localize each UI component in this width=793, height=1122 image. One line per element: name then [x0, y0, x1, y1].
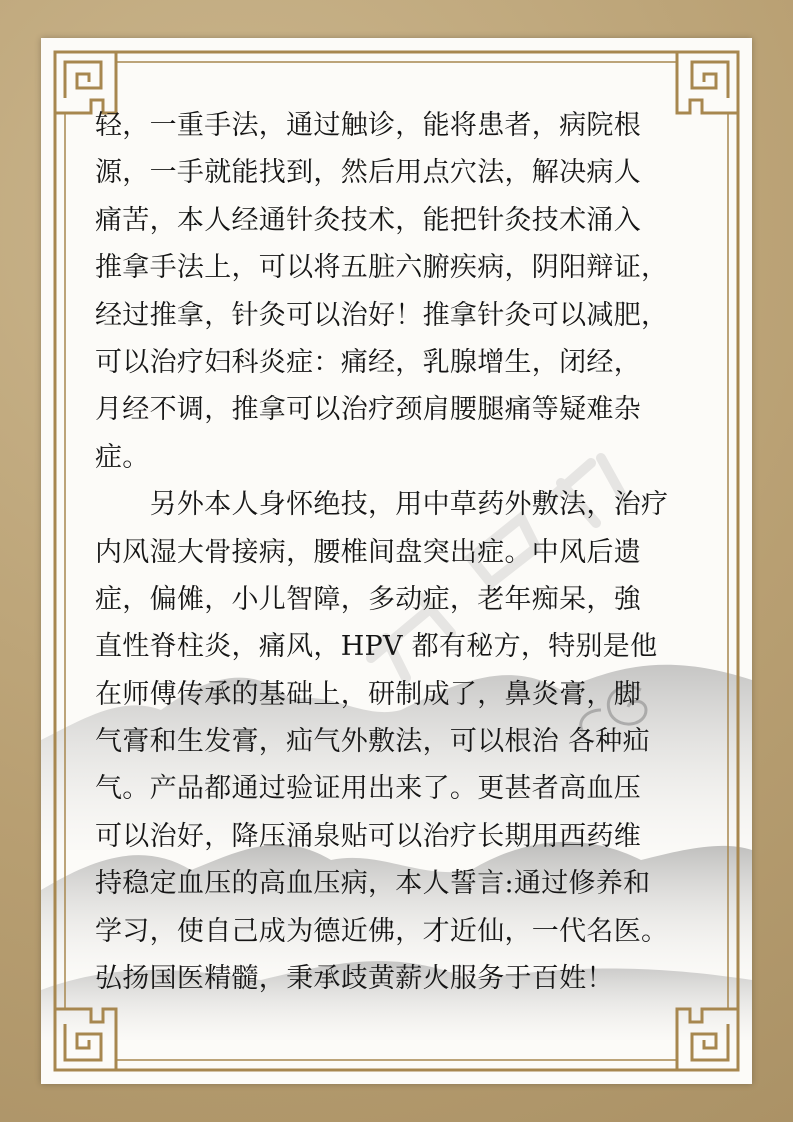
text-line-12: 直性脊柱炎，痛风，HPV 都有秘方，特别是他: [95, 631, 658, 663]
text-line-5: 经过推拿，针灸可以治好！推拿针灸可以减肥，: [95, 299, 669, 331]
text-line-1: 轻，一重手法，通过触诊，能将患者，病院根: [95, 110, 641, 141]
body-text: [95, 102, 703, 1002]
text-line-14: 气膏和生发膏，疝气外敷法，可以根治 各种疝: [95, 726, 650, 758]
text-line-15: 气。产品都通过验证用出来了。更甚者高血压: [95, 773, 641, 805]
text-line-3: 痛苦，本人经通针灸技术，能把针灸技术涌入: [95, 204, 641, 236]
text-line-4: 推拿手法上，可以将五脏六腑疾病，阴阳辩证，: [95, 252, 669, 284]
text-line-9: 另外本人身怀绝技，用中草药外敷法，治疗: [95, 489, 669, 521]
text-line-13: 在师傅传承的基础上，研制成了，鼻炎膏，脚: [95, 678, 641, 710]
text-line-17: 持稳定血压的高血压病，本人誓言:通过修养和: [95, 868, 651, 900]
text-line-18: 学习，使自己成为德近佛，才近仙，一代名医。: [95, 915, 669, 947]
text-line-8: 症。: [95, 441, 150, 473]
text-line-7: 月经不调，推拿可以治疗颈肩腰腿痛等疑难杂: [95, 394, 641, 426]
text-line-10: 内风湿大骨接病，腰椎间盘突出症。中风后遗: [95, 536, 641, 568]
text-line-19: 弘扬国医精髓，秉承歧黄薪火服务于百姓！: [95, 963, 614, 995]
text-line-2: 源，一手就能找到，然后用点穴法，解决病人: [95, 157, 641, 189]
text-line-16: 可以治好，降压涌泉贴可以治疗长期用西药维: [95, 820, 641, 852]
text-line-11: 症，偏傩，小儿智障，多动症，老年痴呆，強: [95, 583, 641, 615]
text-line-6: 可以治疗妇科炎症：痛经，乳腺增生，闭经，: [95, 346, 641, 378]
